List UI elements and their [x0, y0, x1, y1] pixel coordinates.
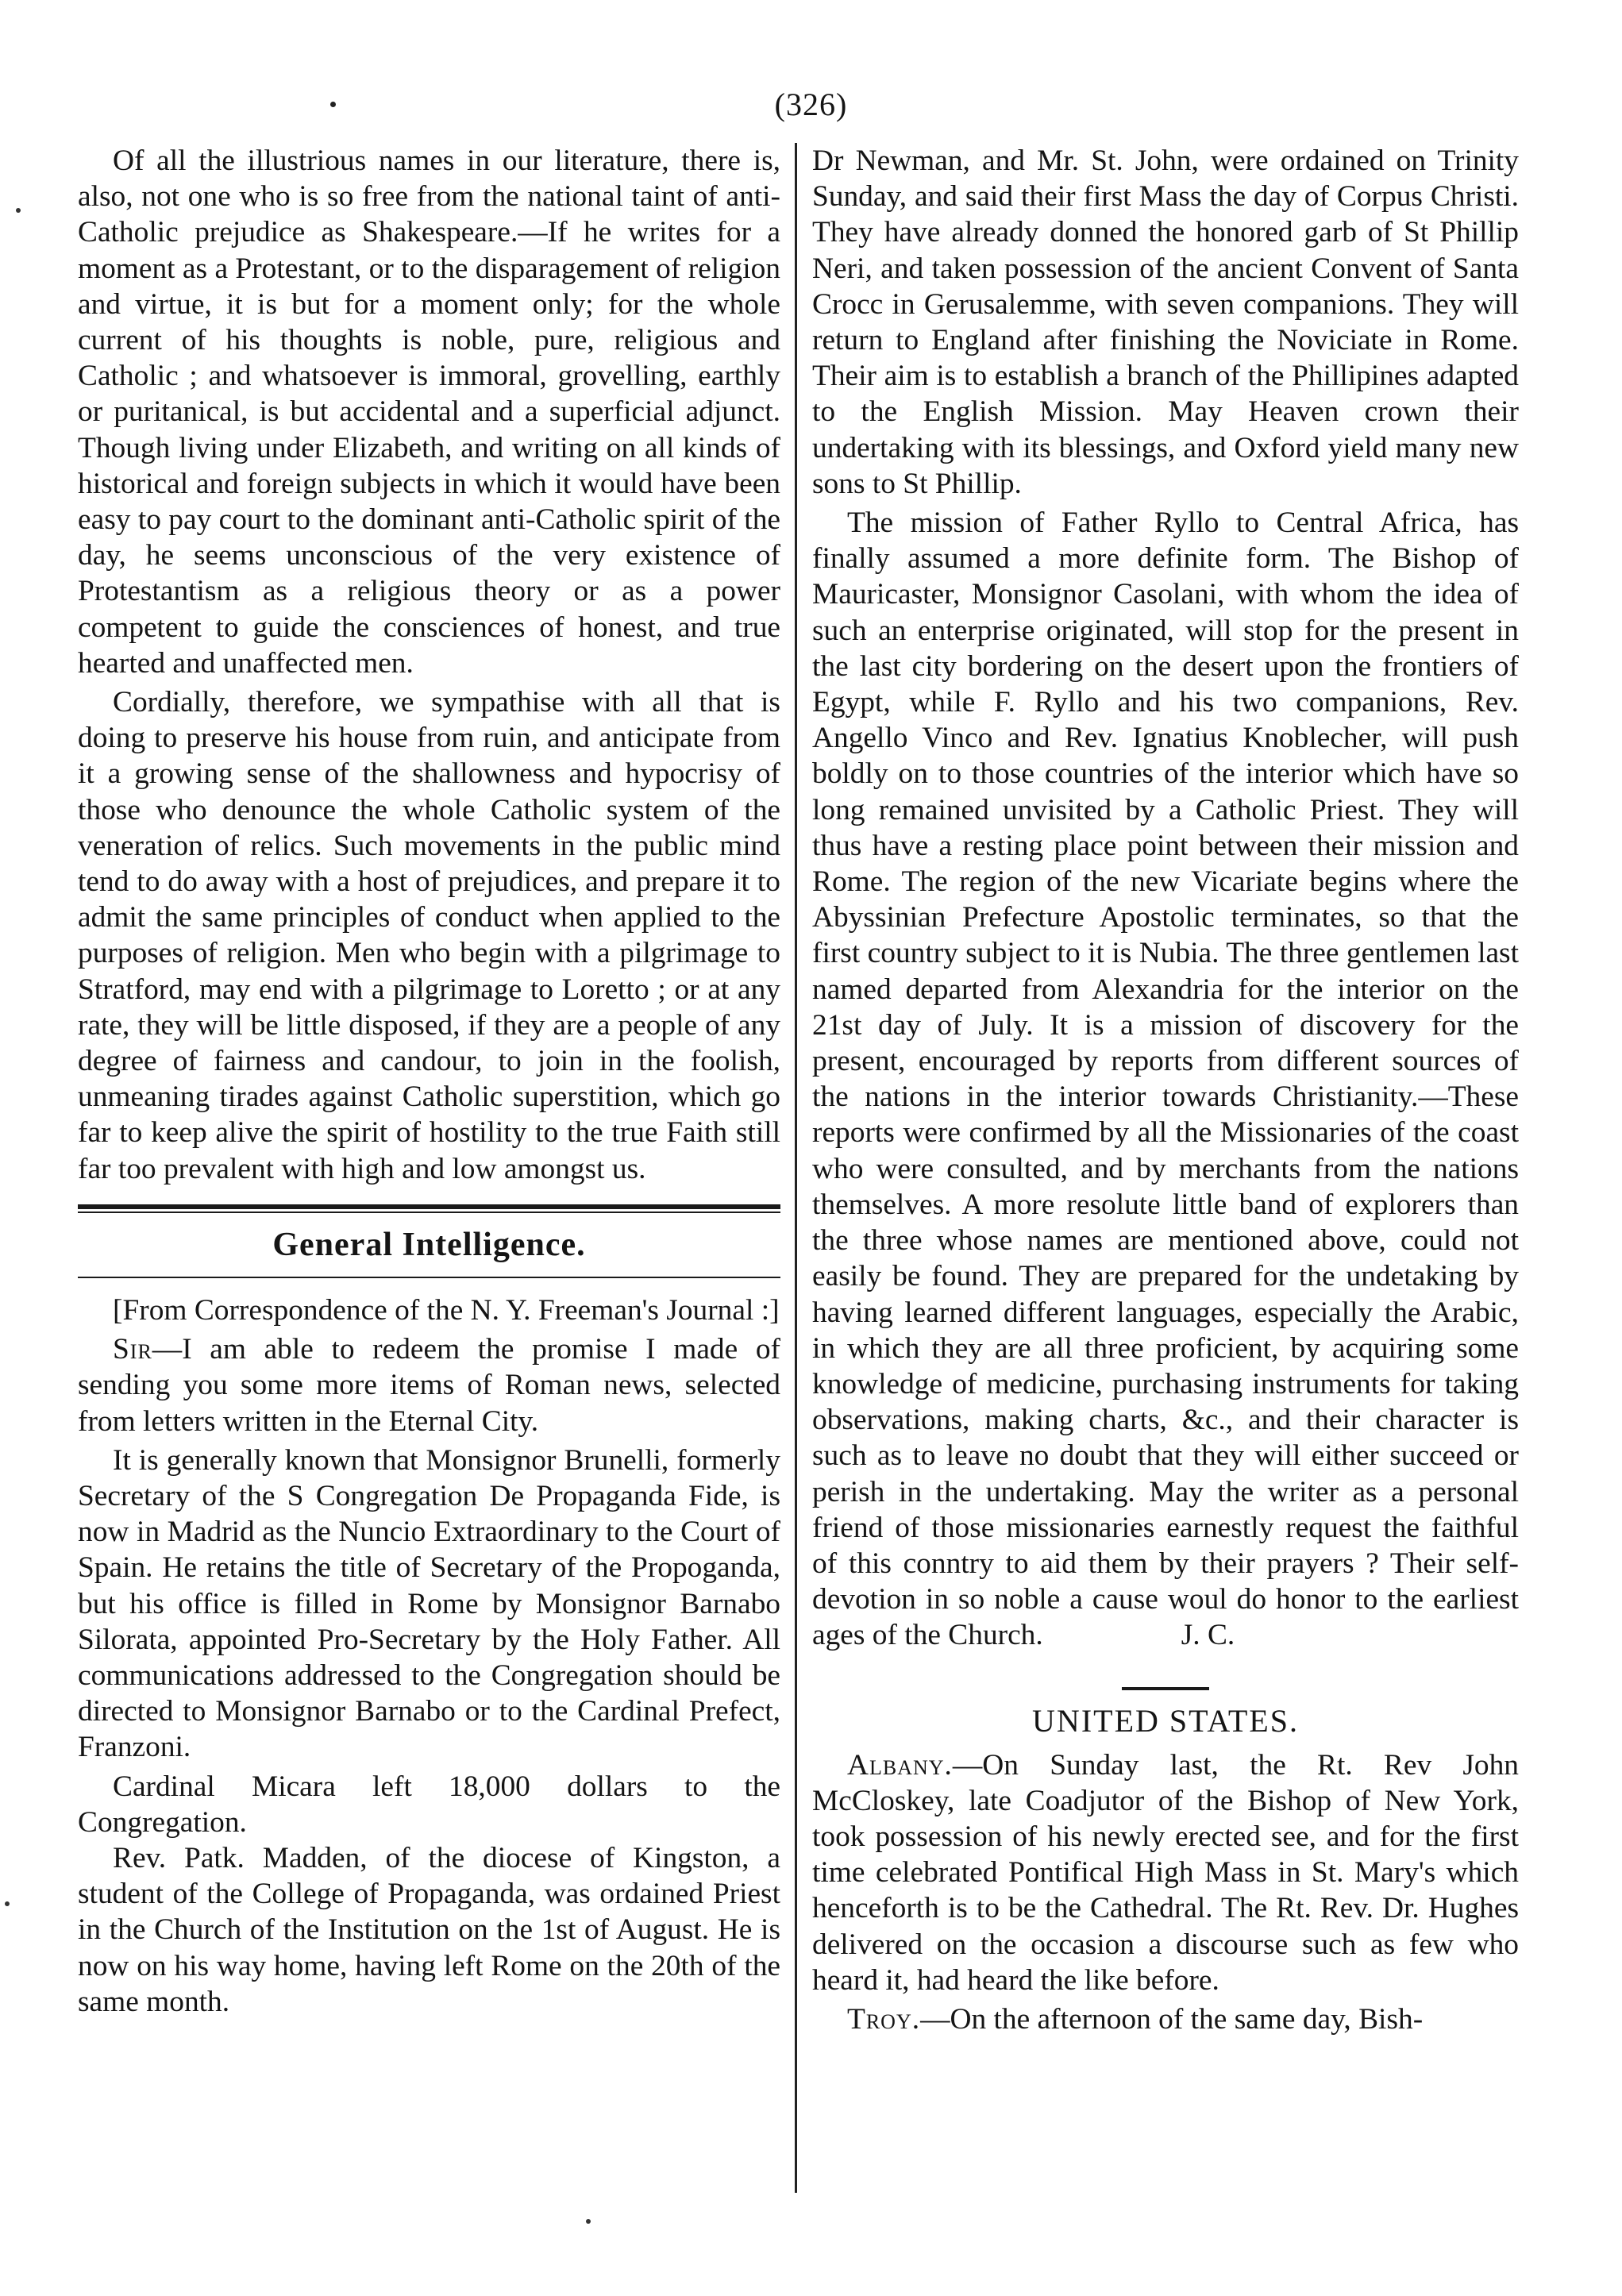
stray-mark	[16, 208, 21, 213]
column-rule	[795, 143, 797, 2193]
left-paragraph-shakespeare: Of all the illustrious names in our literature, there is, also, not one who is so free from the national taint of anti-Catholic prejudice as Shakespeare.—If he writes for a moment as a Protestant, or to the disparagement of religion and virtue, it is but for a moment only; for the whole current of his thoughts is noble, pure, religious and Catholic ; and whatsoever is immoral, grovelling, earthly or puritanical, is but accidental and a superficial adjunct. Though living under Elizabeth, and writing on all kinds of historical and foreign subjects in which it would have been easy to pay court to the dominant anti-Catholic spirit of the day, he seems unconscious of the very existence of Protestantism as a religious theory or as a power competent to guide the consciences of honest, and true hearted and unaffected men.	[78, 144, 780, 680]
troy-lead: Troy.	[847, 2002, 921, 2036]
stray-mark	[586, 2219, 591, 2224]
section-heading-united-states: UNITED STATES.	[1032, 1702, 1299, 1739]
letter-intro-text: —I am able to redeem the promise I made of sending you some more items of Roman news, selected from letters written in the Eternal City.	[78, 1333, 780, 1438]
left-paragraph-letter-intro	[78, 1331, 780, 1439]
source-note: [From Correspondence of the N. Y. Freeman's Journal :]	[113, 1293, 780, 1327]
page-number: (326)	[774, 87, 848, 122]
signature: J. C.	[1181, 1619, 1235, 1652]
right-paragraph-troy	[812, 2001, 1519, 2037]
left-paragraph-relics: Cordially, therefore, we sympathise with all that is doing to preserve his house from ruin, and anticipate from it a growing sense of the shallowness and hypocrisy of those who denounce the whole Catholic system of the veneration of relics. Such movements in the public mind tend to do away with a host of prejudices, and prepare it to admit the same principles of conduct when applied to the purposes of religion. Men who begin with a pilgrimage to Stratford, may end with a pilgrimage to Loretto ; or at any rate, they will be little disposed, if they are a people of any degree of fairness and candour, to join in the foolish, unmeaning tirades against Catholic superstition, which go far to keep alive the spirit of hostility to the true Faith still far too prevalent with high and low amongst us.	[78, 686, 780, 1185]
right-column	[812, 143, 1519, 2037]
albany-lead: Albany.	[847, 1748, 953, 1782]
right-paragraph-ryllo	[812, 505, 1519, 1654]
section-divider-thin	[78, 1277, 780, 1278]
right-paragraph-albany	[812, 1747, 1519, 1998]
troy-text: —On the afternoon of the same day, Bish-	[920, 2002, 1424, 2036]
left-paragraph-brunelli: It is generally known that Monsignor Brunelli, formerly Secretary of the S Congregation De Propaganda Fide, is now in Madrid as the Nuncio Extraordinary to the Court of Spain. He retains the title of Secretary of the Propoganda, but his office is filled in Rome by Monsignor Barnabo Silorata, appointed Pro-Secretary by the Holy Father. All communications addressed to the Congregation should be directed to Monsignor Barnabo or to the Cardinal Prefect, Franzoni.	[78, 1443, 780, 1764]
left-paragraph-micara: Cardinal Micara left 18,000 dollars to the Congregation.	[78, 1770, 780, 1839]
left-paragraph-madden: Rev. Patk. Madden, of the diocese of Kingston, a student of the College of Propaganda, was ordained Priest in the Church of the Institution on the 1st of August. He is now on his way home, having left Rome on the 20th of the same month.	[78, 1841, 780, 2018]
section-heading-general-intelligence: General Intelligence.	[272, 1226, 586, 1263]
right-paragraph-newman: Dr Newman, and Mr. St. John, were ordained on Trinity Sunday, and said their first Mass the day of Corpus Christi. They have already donned the honored garb of St Phillip Neri, and taken possession of the ancient Convent of Santa Crocc in Gerusalemme, with seven companions. They will return to England after finishing the Noviciate in Rome. Their aim is to establish a branch of the Phillipines adapted to the English Mission. May Heaven crown their undertaking with its blessings, and Oxford yield many new sons to St Phillip.	[812, 144, 1519, 500]
salutation: Sir	[113, 1333, 152, 1366]
stray-mark	[5, 1901, 10, 1906]
left-column	[78, 143, 780, 2020]
ryllo-text: The mission of Father Ryllo to Central Africa, has finally assumed a more definite form. The Bishop of Mauricaster, Monsignor Casolani, with whom the idea of such an enterprise originated, will stop for the present in the last city bordering on the desert upon the frontiers of Egypt, while F. Ryllo and his two companions, Rev. Angello Vinco and Rev. Ignatius Knoblecher, will push boldly on to those countries of the interior which have so long remained unvisited by a Catholic Priest. They will thus have a resting place point between their mission and Rome. The region of the new Vicariate begins where the Abyssinian Prefecture Apostolic terminates, so that the first country subject to it is Nubia. The three gentlemen last named departed from Alexandria for the interior on the 21st day of July. It is a mission of discovery for the present, encouraged by reports from different sources of the nations in the interior towards Christianity.—These reports were confirmed by all the Missionaries of the coast who were consulted, and by merchants from the nations themselves. A more resolute little band of explorers than the three whose names are mentioned above, could not easily be found. They are prepared for the undetaking by having learned different languages, especially the Arabic, in which they are all three proficient, by acquiring some knowledge of medicine, purchasing instruments for taking observations, making charts, &c., and their character is such as to leave no doubt that they will either succeed or perish in the undertaking. May the writer as a personal friend of those missionaries earnestly request the faithful of this conntry to aid them by their prayers ? Their self-devotion in so noble a cause woul do honor to the earliest ages of the Church.	[812, 507, 1519, 1652]
albany-text: —On Sunday last, the Rt. Rev John McCloskey, late Coadjutor of the Bishop of New York, took possession of his newly erected see, and for the first time celebrated Pontifical High Mass in St. Mary's which henceforth is to be the Cathedral. The Rt. Rev. Dr. Hughes delivered on the occasion a discourse such as few who heard it, had heard the like before.	[812, 1748, 1519, 1997]
stray-mark	[330, 102, 336, 107]
section-divider-thick	[78, 1204, 780, 1213]
short-divider	[1122, 1687, 1209, 1690]
